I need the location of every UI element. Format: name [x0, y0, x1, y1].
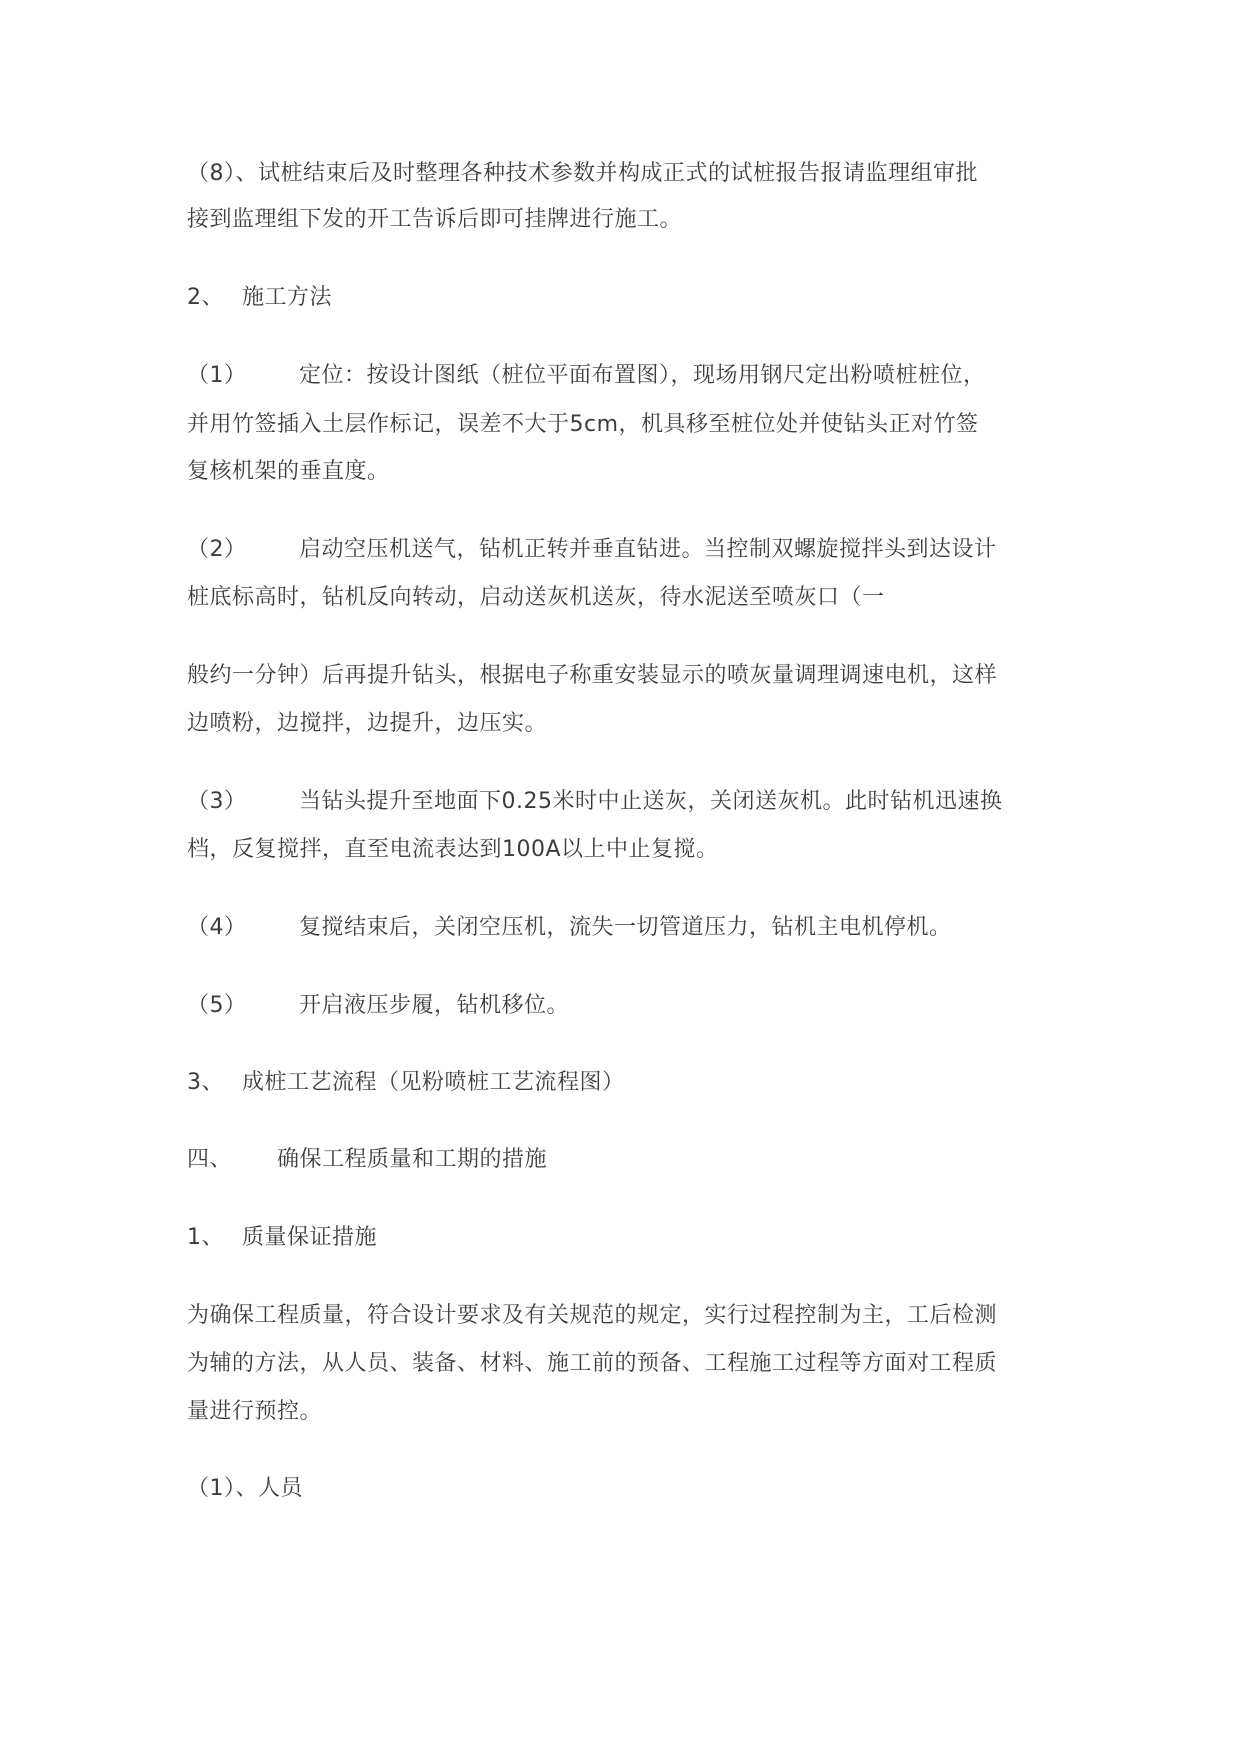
paragraph-line — [187, 410, 979, 440]
paragraph-line — [187, 709, 547, 739]
section-heading — [187, 283, 332, 313]
paragraph-line — [187, 1301, 997, 1331]
line-text: 为确保工程质量，符合设计要求及有关规范的规定，实行过程控制为主，工后检测 — [187, 1303, 998, 1328]
line-text: 开启液压步履，钻机移位。 — [299, 993, 570, 1018]
section-heading — [187, 1223, 377, 1253]
subsection-title: （1）、人员 — [187, 1476, 303, 1501]
paragraph-line — [187, 159, 978, 189]
paragraph-line — [187, 661, 997, 691]
list-item — [187, 787, 1003, 817]
chapter-title: 确保工程质量和工期的措施 — [277, 1147, 548, 1172]
item-number: （3） — [187, 789, 247, 814]
paragraph-line — [187, 583, 885, 613]
item-number: （1） — [187, 363, 247, 388]
section-heading — [187, 1068, 625, 1098]
item-number: （4） — [187, 915, 247, 940]
section-number: 2、 — [187, 285, 224, 310]
line-text: 接到监理组下发的开工告诉后即可挂牌进行施工。 — [187, 207, 683, 232]
paragraph-line — [187, 835, 719, 865]
chapter-number: 四、 — [187, 1147, 233, 1172]
section-title: 成桩工艺流程（见粉喷桩工艺流程图） — [242, 1070, 625, 1095]
line-text: 定位：按设计图纸（桩位平面布置图），现场用钢尺定出粉喷桩桩位， — [299, 363, 986, 388]
line-text: 复核机架的垂直度。 — [187, 459, 390, 484]
section-number: 1、 — [187, 1225, 224, 1250]
section-number: 3、 — [187, 1070, 224, 1095]
line-text: 为辅的方法，从人员、装备、材料、施工前的预备、工程施工过程等方面对工程质 — [187, 1351, 998, 1376]
line-text: 桩底标高时，钻机反向转动，启动送灰机送灰，待水泥送至喷灰口（一 — [187, 585, 885, 610]
subsection-heading — [187, 1474, 303, 1504]
paragraph-line — [187, 457, 390, 487]
section-title: 质量保证措施 — [242, 1225, 378, 1250]
line-text: 当钻头提升至地面下0.25米时中止送灰，关闭送灰机。此时钻机迅速换 — [299, 789, 1003, 814]
paragraph-line — [187, 1349, 997, 1379]
paragraph-line — [187, 1397, 322, 1427]
list-item — [187, 991, 569, 1021]
item-number: （2） — [187, 537, 247, 562]
list-item — [187, 361, 986, 391]
list-item — [187, 913, 952, 943]
line-text: 边喷粉，边搅拌，边提升，边压实。 — [187, 711, 548, 736]
line-text: 档，反复搅拌，直至电流表达到100A以上中止复搅。 — [187, 837, 719, 862]
paragraph-line — [187, 205, 682, 235]
line-text: 般约一分钟）后再提升钻头，根据电子称重安装显示的喷灰量调理调速电机，这样 — [187, 663, 998, 688]
list-item — [187, 535, 997, 565]
chapter-heading — [187, 1145, 547, 1175]
line-text: 量进行预控。 — [187, 1399, 323, 1424]
line-text: 启动空压机送气，钻机正转并垂直钻进。当控制双螺旋搅拌头到达设计 — [299, 537, 997, 562]
section-title: 施工方法 — [242, 285, 333, 310]
line-text: 复搅结束后，关闭空压机，流失一切管道压力，钻机主电机停机。 — [299, 915, 952, 940]
item-number: （5） — [187, 993, 247, 1018]
line-text: （8）、试桩结束后及时整理各种技术参数并构成正式的试桩报告报请监理组审批 — [187, 161, 978, 186]
line-text: 并用竹签插入土层作标记，误差不大于5cm，机具移至桩位处并使钻头正对竹签 — [187, 412, 979, 437]
